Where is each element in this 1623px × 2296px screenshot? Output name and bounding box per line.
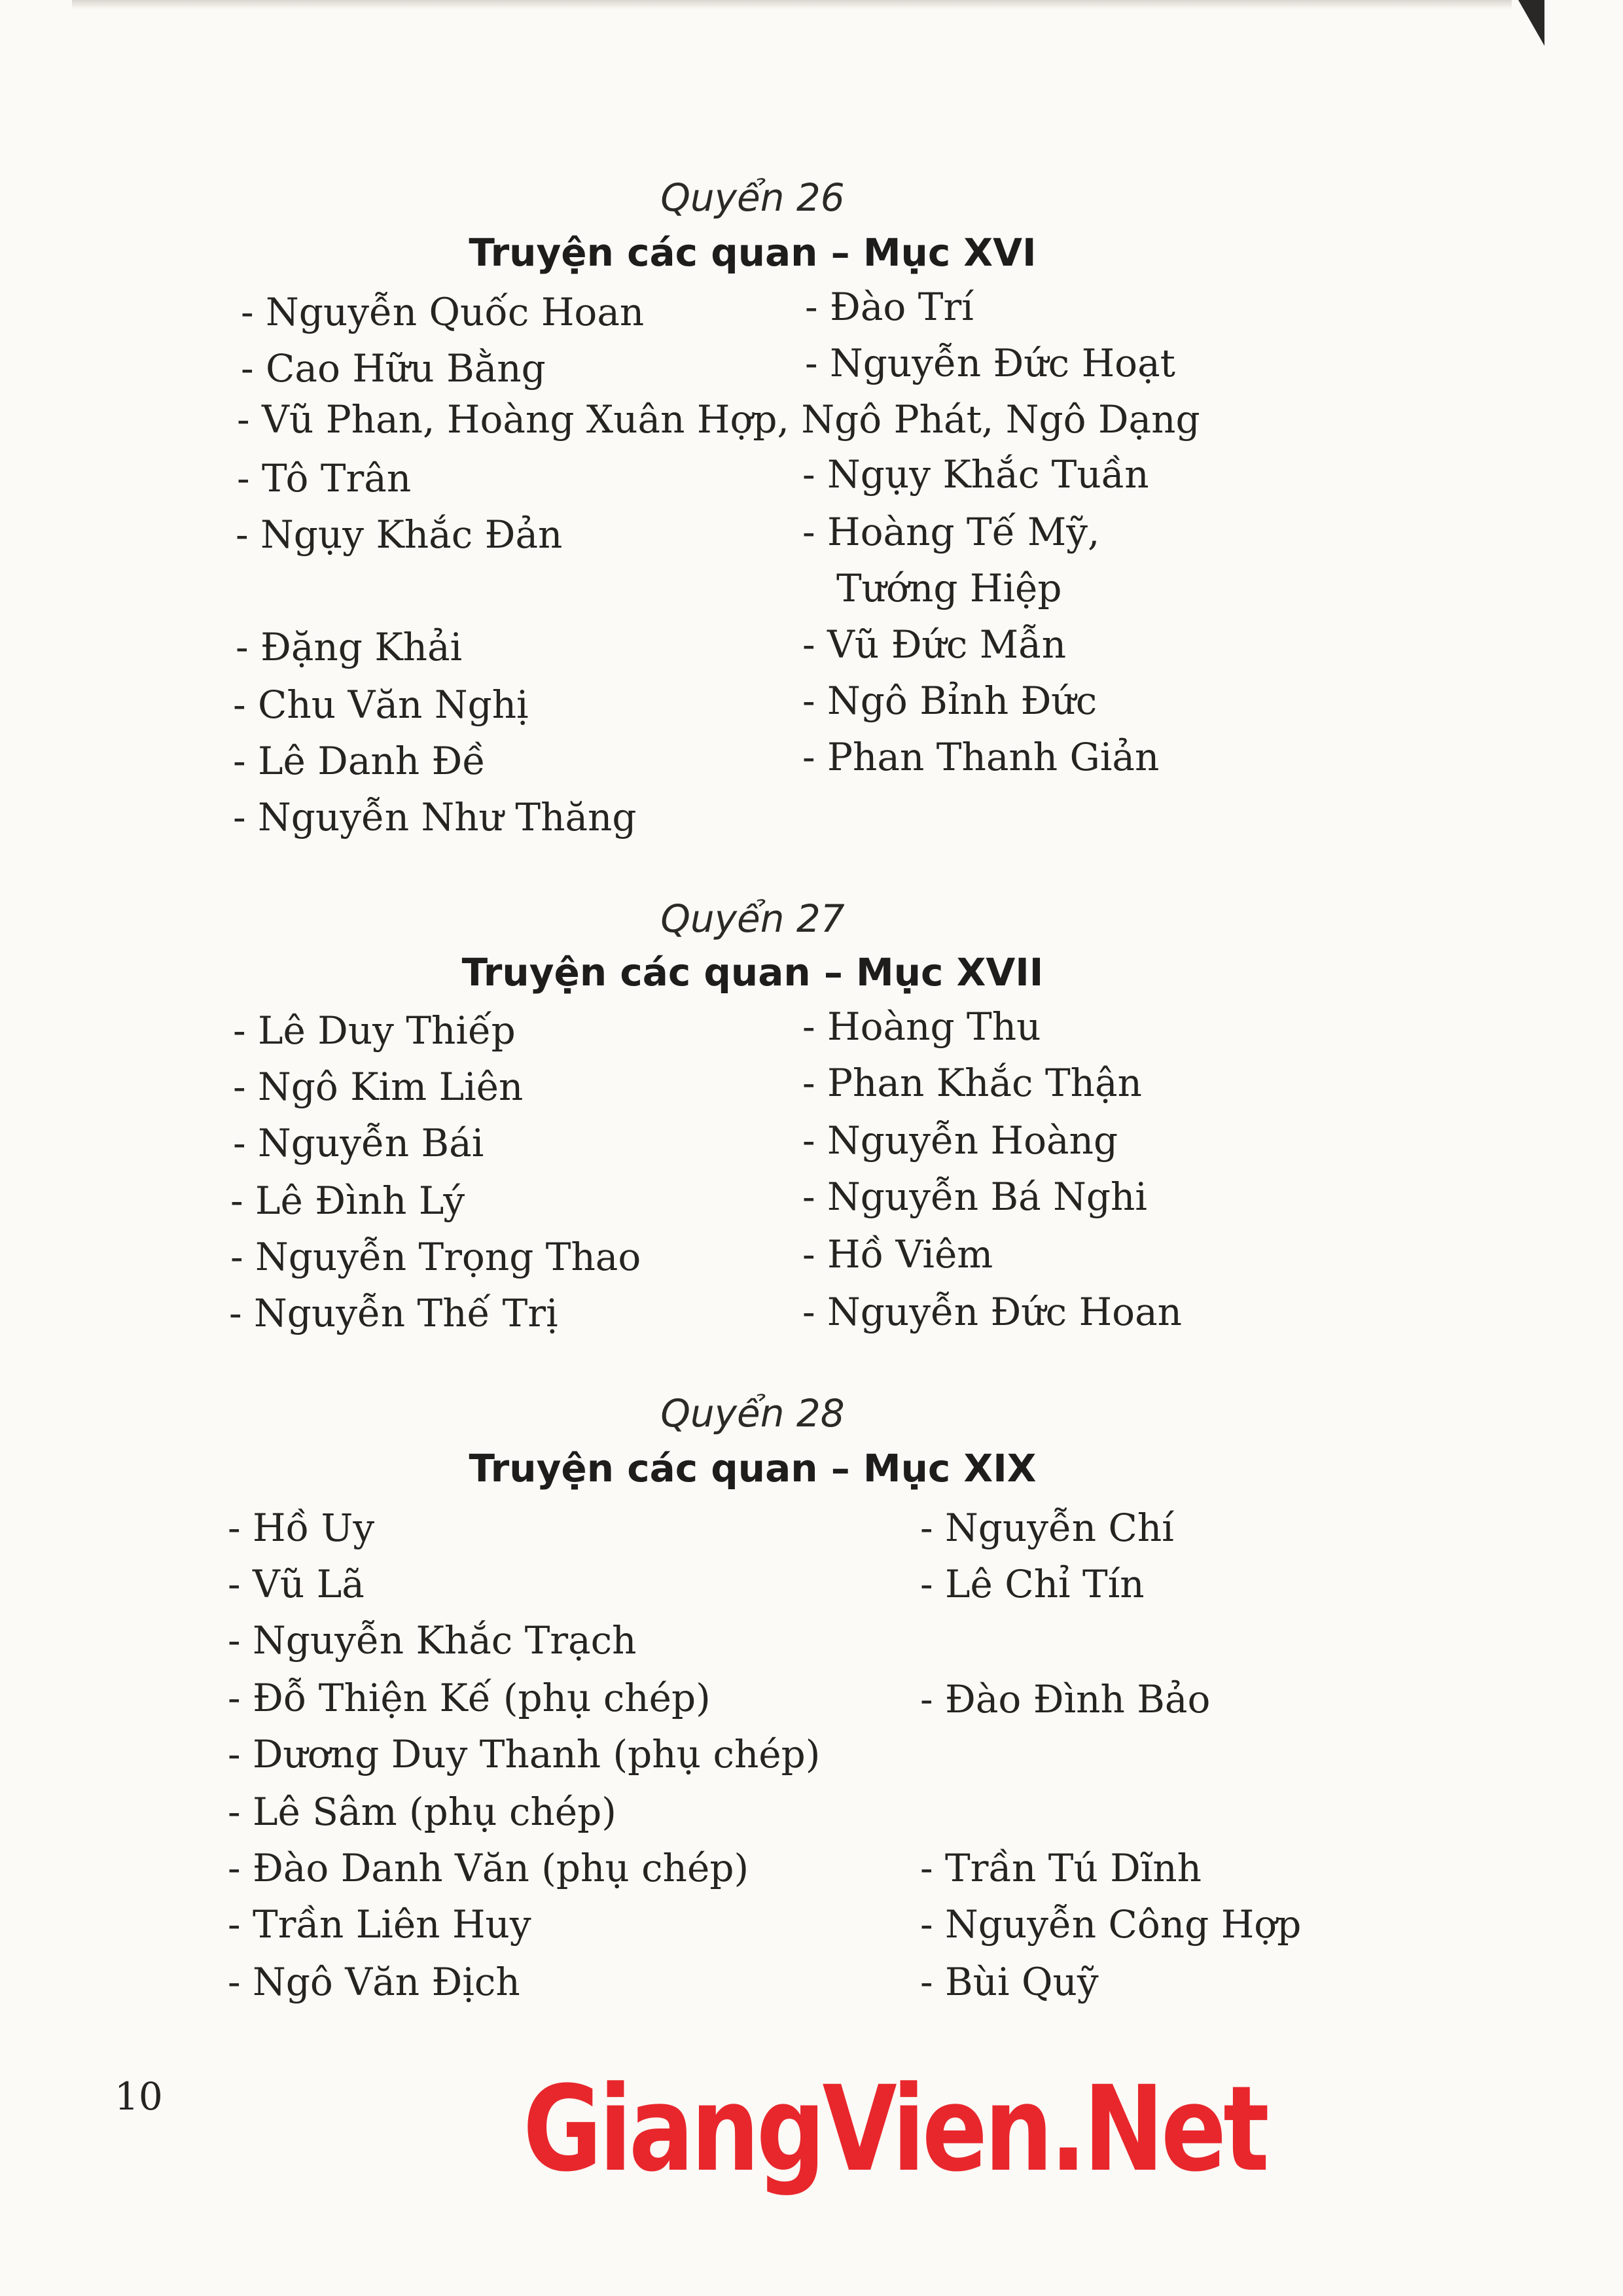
list-item: - Lê Duy Thiếp	[233, 1008, 516, 1053]
list-item: - Ngụy Khắc Đản	[236, 512, 563, 557]
scan-edge	[72, 0, 1512, 9]
list-item: - Đào Đình Bảo	[920, 1677, 1211, 1722]
list-item: - Nguyễn Công Hợp	[920, 1902, 1302, 1947]
list-item: - Trần Tú Dĩnh	[920, 1846, 1202, 1890]
list-item: - Ngô Bỉnh Đức	[802, 679, 1097, 723]
list-item: - Nguyễn Đức Hoạt	[805, 341, 1175, 385]
list-item: - Cao Hữu Bằng	[241, 346, 546, 391]
volume-title: Quyển 26	[660, 175, 845, 220]
list-item: - Nguyễn Hoàng	[802, 1118, 1118, 1163]
list-item: - Vũ Lã	[228, 1562, 365, 1606]
list-item: - Đặng Khải	[236, 625, 463, 669]
list-item: - Ngô Kim Liên	[233, 1065, 524, 1109]
watermark-logo: GiangVien.Net	[523, 2061, 1266, 2198]
list-item: Tướng Hiệp	[836, 566, 1062, 610]
list-item: - Đỗ Thiện Kế (phụ chép)	[228, 1676, 711, 1720]
list-item: - Nguyễn Đức Hoan	[802, 1290, 1183, 1334]
list-item: - Nguyễn Quốc Hoan	[241, 290, 645, 334]
scan-corner-mark	[1518, 0, 1544, 46]
list-item: - Lê Đình Lý	[230, 1178, 465, 1223]
volume-title: Quyển 28	[660, 1391, 845, 1436]
list-item: - Hoàng Tế Mỹ,	[802, 510, 1100, 554]
list-item: - Dương Duy Thanh (phụ chép)	[228, 1732, 821, 1776]
list-item: - Nguyễn Thế Trị	[229, 1291, 558, 1335]
list-item: - Lê Chỉ Tín	[920, 1562, 1145, 1606]
list-item: - Bùi Quỹ	[920, 1960, 1099, 2004]
list-item: - Nguyễn Khắc Trạch	[228, 1618, 637, 1663]
section-title: Truyện các quan – Mục XVI	[469, 230, 1037, 275]
list-item: - Đào Danh Văn (phụ chép)	[228, 1846, 749, 1890]
list-item: - Hồ Viêm	[802, 1232, 993, 1277]
list-item: - Nguyễn Chí	[920, 1506, 1174, 1550]
list-item: - Tô Trân	[237, 456, 412, 501]
list-item: - Đào Trí	[805, 285, 974, 329]
list-item: - Lê Danh Đề	[233, 739, 486, 783]
section-title: Truyện các quan – Mục XVII	[461, 950, 1044, 995]
list-item: - Nguyễn Trọng Thao	[230, 1235, 641, 1279]
list-item: - Nguyễn Như Thăng	[233, 795, 637, 839]
list-item: - Ngụy Khắc Tuần	[802, 452, 1149, 497]
volume-title: Quyển 27	[660, 896, 845, 941]
list-item: - Trần Liên Huy	[228, 1902, 531, 1947]
list-item: - Nguyễn Bá Nghi	[802, 1174, 1147, 1219]
list-item: - Vũ Phan, Hoàng Xuân Hợp, Ngô Phát, Ngô Dạng	[237, 397, 1200, 442]
list-item: - Chu Văn Nghị	[233, 682, 529, 727]
list-item: - Ngô Văn Địch	[228, 1960, 520, 2004]
list-item: - Hoàng Thu	[802, 1004, 1041, 1049]
list-item: - Hồ Uy	[228, 1506, 375, 1550]
list-item: - Phan Thanh Giản	[802, 735, 1160, 779]
list-item: - Lê Sâm (phụ chép)	[228, 1790, 616, 1834]
page-number: 10	[115, 2074, 163, 2119]
list-item: - Vũ Đức Mẫn	[802, 622, 1067, 667]
list-item: - Phan Khắc Thận	[802, 1061, 1142, 1105]
list-item: - Nguyễn Bái	[233, 1121, 484, 1165]
section-title: Truyện các quan – Mục XIX	[469, 1446, 1037, 1491]
